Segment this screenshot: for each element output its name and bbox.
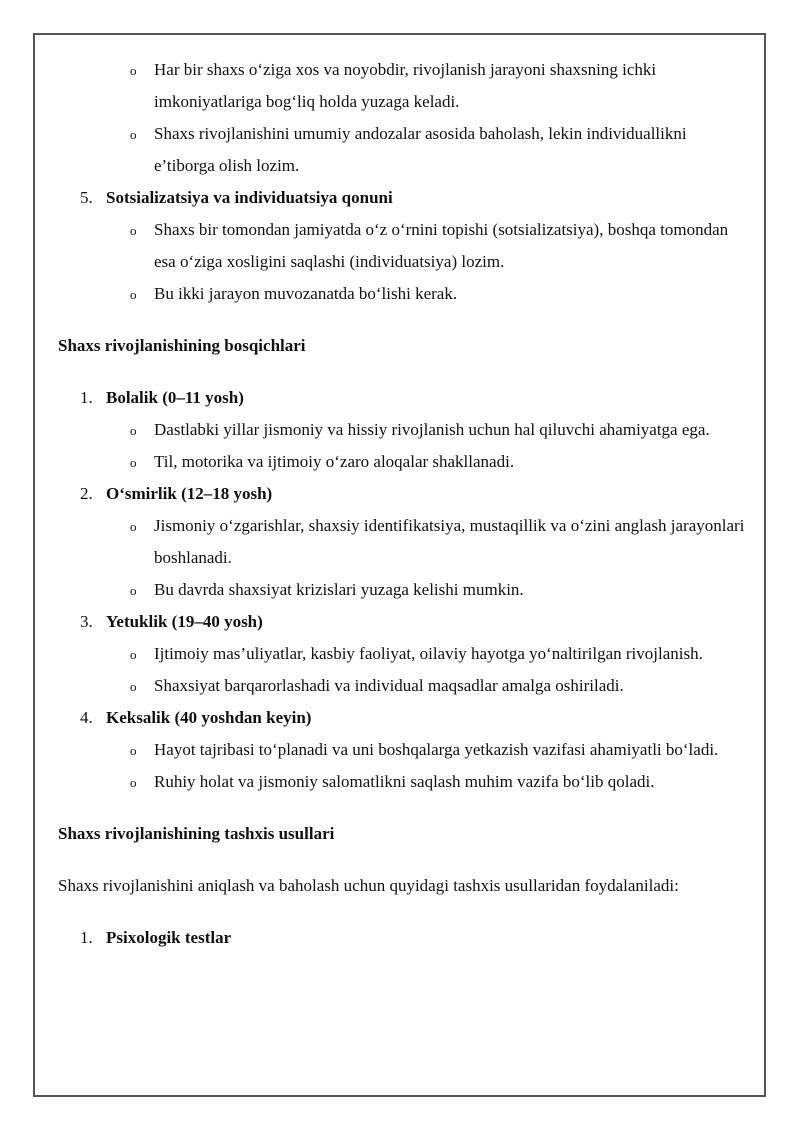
- item-title: Yetuklik (19–40 yosh): [106, 612, 263, 631]
- item-title: Psixologik testlar: [106, 928, 232, 947]
- item-number: 1.: [80, 388, 93, 407]
- bullet-text: Hayot tajribasi to‘planadi va uni boshqalarga yetkazish vazifasi ahamiyatli bo‘ladi.: [154, 740, 719, 759]
- bullet-marker: o: [130, 455, 137, 470]
- item-number: 4.: [80, 708, 93, 727]
- section-heading: Shaxs rivojlanishining bosqichlari: [58, 336, 306, 355]
- bullet-text: Shaxs bir tomondan jamiyatda o‘z o‘rnini topishi (sotsializatsiya), boshqa tomondan esa o‘ziga xosligini saqlashi (individuatsiya) lozim.: [154, 220, 729, 271]
- bullet-text: Bu ikki jarayon muvozanatda bo‘lishi kerak.: [154, 284, 458, 303]
- numbered-item: [58, 606, 748, 638]
- numbered-item: [58, 702, 748, 734]
- bullet-marker: o: [130, 679, 137, 694]
- item-title: Keksalik (40 yoshdan keyin): [106, 708, 312, 727]
- paragraph: Shaxs rivojlanishini aniqlash va baholash uchun quyidagi tashxis usullaridan foydalaniladi:: [58, 876, 679, 895]
- numbered-item: [58, 478, 748, 510]
- list-item: [58, 766, 748, 798]
- bullet-text: Ruhiy holat va jismoniy salomatlikni saqlash muhim vazifa bo‘lib qoladi.: [154, 772, 655, 791]
- list-item: [58, 734, 748, 766]
- numbered-item: [58, 182, 748, 214]
- list-item: [58, 414, 748, 446]
- bullet-marker: o: [130, 63, 137, 78]
- list-item: [58, 214, 748, 278]
- list-item: [58, 670, 748, 702]
- bullet-text: Har bir shaxs o‘ziga xos va noyobdir, rivojlanish jarayoni shaxsning ichki imkoniyatlariga bog‘liq holda yuzaga keladi.: [154, 60, 657, 111]
- list-item: [58, 446, 748, 478]
- item-number: 2.: [80, 484, 93, 503]
- list-item: [58, 574, 748, 606]
- item-number: 1.: [80, 928, 93, 947]
- list-item: [58, 54, 748, 118]
- list-item: [58, 638, 748, 670]
- numbered-item: [58, 922, 748, 954]
- bullet-text: Shaxsiyat barqarorlashadi va individual maqsadlar amalga oshiriladi.: [154, 676, 624, 695]
- bullet-text: Ijtimoiy mas’uliyatlar, kasbiy faoliyat, oilaviy hayotga yo‘naltirilgan rivojlanish.: [154, 644, 703, 663]
- bullet-text: Til, motorika va ijtimoiy o‘zaro aloqalar shakllanadi.: [154, 452, 515, 471]
- list-item: [58, 118, 748, 182]
- bullet-marker: o: [130, 583, 137, 598]
- bullet-marker: o: [130, 647, 137, 662]
- bullet-marker: o: [130, 223, 137, 238]
- bullet-marker: o: [130, 423, 137, 438]
- bullet-marker: o: [130, 775, 137, 790]
- bullet-marker: o: [130, 127, 137, 142]
- item-title: Bolalik (0–11 yosh): [106, 388, 244, 407]
- item-number: 3.: [80, 612, 93, 631]
- item-title: Sotsializatsiya va individuatsiya qonuni: [106, 188, 393, 207]
- bullet-marker: o: [130, 743, 137, 758]
- bullet-text: Jismoniy o‘zgarishlar, shaxsiy identifikatsiya, mustaqillik va o‘zini anglash jarayonlari boshlanadi.: [154, 516, 745, 567]
- item-title: O‘smirlik (12–18 yosh): [106, 484, 273, 503]
- bullet-marker: o: [130, 519, 137, 534]
- document-body: [58, 54, 748, 954]
- bullet-text: Bu davrda shaxsiyat krizislari yuzaga kelishi mumkin.: [154, 580, 524, 599]
- list-item: [58, 510, 748, 574]
- bullet-text: Shaxs rivojlanishini umumiy andozalar asosida baholash, lekin individuallikni e’tiborga olish lozim.: [154, 124, 687, 175]
- list-item: [58, 278, 748, 310]
- bullet-text: Dastlabki yillar jismoniy va hissiy rivojlanish uchun hal qiluvchi ahamiyatga ega.: [154, 420, 710, 439]
- item-number: 5.: [80, 188, 93, 207]
- section-heading: Shaxs rivojlanishining tashxis usullari: [58, 824, 335, 843]
- numbered-item: [58, 382, 748, 414]
- bullet-marker: o: [130, 287, 137, 302]
